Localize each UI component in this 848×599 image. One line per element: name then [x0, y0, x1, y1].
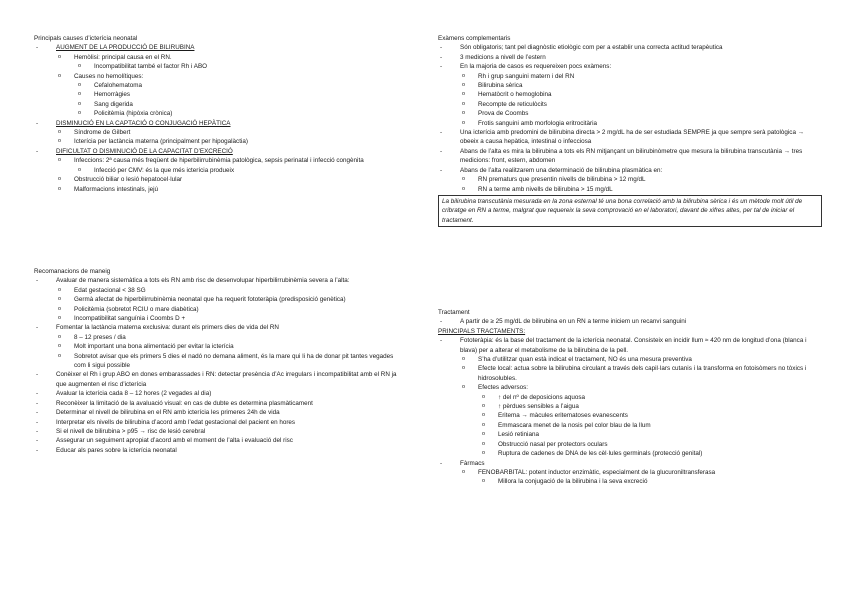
list-item: o Hematòcrit o hemoglobina [438, 90, 822, 99]
list-item: - Són obligatoris; tant pel diagnòstic etiològic com per a establir una correcta actitud terapèutica [438, 43, 822, 52]
list-item: - Reconèixer la limitació de la avaluació visual: en cas de dubte es determina plasmàticament [34, 399, 402, 408]
recommendations-list [34, 276, 402, 455]
list-item: - Avaluar de manera sistemàtica a tots els RN amb risc de desenvolupar hiperbilirrubinèmia severa a l’alta: [34, 276, 402, 285]
list-item: o Germà afectat de hiperbilirrubinèmia neonatal que ha requerit fototeràpia (predisposició genètica) [34, 295, 402, 304]
recommendations-title: Recomanacions de maneig [34, 268, 111, 275]
list-item: - Avaluar la icterícia cada 8 – 12 hores (2 vegades al dia) [34, 389, 402, 398]
list-item: - Si el nivell de bilirubina > p95 → risc de lesió cerebral [34, 427, 402, 436]
list-item: o ↑ pèrdues sensibles a l’aigua [438, 402, 822, 411]
exams-list [438, 43, 822, 194]
list-item: - Educar als pares sobre la icterícia neonatal [34, 446, 402, 455]
list-item: o Icterícia per lactància materna (principalment per hipogalàctia) [34, 137, 402, 146]
list-item: o RN a terme amb nivells de bilirubina > 15 mg/dL [438, 185, 822, 194]
list-item: o Ruptura de cadenes de DNA de les cèl·lules germinals (protecció genital) [438, 449, 822, 458]
main-treatments-heading: PRINCIPALS TRACTAMENTS: [438, 327, 526, 335]
list-item: - 3 medicions a nivell de l’estern [438, 53, 822, 62]
list-item: o Síndrome de Gilbert [34, 128, 402, 137]
list-item: o Recompte de reticulòcits [438, 100, 822, 109]
list-item: - Una icterícia amb predomini de bilirubina directa > 2 mg/dL ha de ser estudiada SEMPRE ja que sempre serà patològica → obeeix a causa hepàtica, intestinal o infecciosa [438, 128, 822, 147]
list-item: o Lesió retiniana [438, 430, 822, 439]
treatment-section [438, 308, 822, 487]
list-item: - Fàrmacs [438, 459, 822, 468]
transcutaneous-note: La bilirubina transcutània mesurada en la zona esternal té una bona correlació amb la bilirubina sèrica i és un mètode molt útil de cribratge en RN a terme, malgrat que requereix la seva comprovació en el laboratori, davant de xifres altes, per tal de iniciar el tractament. [438, 195, 822, 227]
list-item: o Emmascara menet de la nosis pel color blau de la llum [438, 421, 822, 430]
list-item: - Fototeràpia: és la base del tractament de la icterícia neonatal. Consisteix en incidir llum ≈ 420 nm de longitud d’ona (blanca i blava) per a alterar el metabolisme de la bilirubina de la pell. [438, 336, 822, 355]
exams-section [438, 34, 822, 227]
list-item: o Malformacions intestinals, jejú [34, 185, 402, 194]
list-item: - Determinar el nivell de bilirubina en el RN amb icterícia les primeres 24h de vida [34, 408, 402, 417]
list-item: o Millora la conjugació de la bilirubina i la seva excreció [438, 477, 822, 486]
list-item: - Abans de l’alta es mira la bilirubina a tots els RN mitjançant un bilirubinòmetre que mesura la bilirubina transcutània → tres medicions: front, estern, abdomen [438, 147, 822, 166]
list-item: - Fomentar la lactància materna exclusiva: durant els primers dies de vida del RN [34, 323, 402, 332]
list-item: o Edat gestacional < 38 SG [34, 286, 402, 295]
list-item: o S’ha d’utilitzar quan està indicat el tractament, NO és una mesura preventiva [438, 355, 822, 364]
list-item: o Efecte local: actua sobre la bilirubina circulant a través dels capil·lars cutanis i la transforma en fotoisòmers no tòxics i hidrosolubles. [438, 364, 822, 383]
list-item: o Policitèmia (sobretot RCIU o mare diabètica) [34, 305, 402, 314]
list-item: - Abans de l’alta realitzarem una determinació de bilirubina plasmàtica en: [438, 166, 822, 175]
list-item: - Interpretar els nivells de bilirubina d’acord amb l’edat gestacional del pacient en hores [34, 418, 402, 427]
recommendations-section [34, 267, 402, 455]
list-item: o Sobretot avisar que els primers 5 dies el nadó no demana aliment, és la mare qui li ha de donar pit tantes vegades com li sigui possible [34, 352, 402, 371]
list-item: o Frotis sanguini amb morfologia eritrocitària [438, 119, 822, 128]
list-item: o FENOBARBITAL: potent inductor enzimàtic, especialment de la glucuroniltransferasa [438, 468, 822, 477]
list-item: o Obstrucció biliar o lesió hepatocel·lular [34, 175, 402, 184]
list-item: o ↑ del nº de deposicions aquosa [438, 393, 822, 402]
treatment-title: Tractament [438, 309, 470, 316]
list-item: o Incompatibilitat també el factor Rh i ABO [34, 62, 402, 71]
main-treatments-list [438, 336, 822, 487]
list-item: o Sang digerida [34, 100, 402, 109]
exams-title: Exàmens complementaris [438, 35, 511, 42]
list-item: o Rh i grup sanguini matern i del RN [438, 72, 822, 81]
list-item: o Bilirubina sèrica [438, 81, 822, 90]
causes-list [34, 43, 402, 194]
list-item: o Hemòlisi: principal causa en el RN. [34, 53, 402, 62]
causes-section [34, 34, 402, 194]
list-item: - DIFICULTAT O DISMINUCIÓ DE LA CAPACITAT D’EXCRECIÓ [34, 147, 402, 156]
list-item: o Molt important una bona alimentació per evitar la icterícia [34, 342, 402, 351]
list-item: o 8 – 12 preses / dia [34, 333, 402, 342]
list-item: o Policitèmia (hipòxia crònica) [34, 109, 402, 118]
list-item: - AUGMENT DE LA PRODUCCIÓ DE BILIRUBINA [34, 43, 402, 52]
list-item: o Hemorràgies [34, 90, 402, 99]
list-item: o Incompatibilitat sanguínia i Coombs D + [34, 314, 402, 323]
list-item: - En la majoria de casos es requereixen pocs exàmens: [438, 62, 822, 71]
list-item: o Efectes adversos: [438, 383, 822, 392]
list-item: - A partir de ≥ 25 mg/dL de bilirubina en un RN a terme iniciem un recanvi sanguini [438, 317, 822, 326]
treatment-list [438, 317, 822, 326]
list-item: o Obstrucció nasal per protectors oculars [438, 440, 822, 449]
list-item: o Cefalohematoma [34, 81, 402, 90]
causes-title: Principals causes d’icterícia neonatal [34, 35, 138, 42]
list-item: o Infeccions: 2ª causa més freqüent de hiperbilirrubinèmia patològica, sepsis perinatal i infecció congènita [34, 156, 402, 165]
list-item: - DISMINUCIÓ EN LA CAPTACIÓ O CONJUGACIÓ HEPÀTICA [34, 119, 402, 128]
list-item: - Assegurar un seguiment apropiat d’acord amb el moment de l’alta i evaluació del risc [34, 436, 402, 445]
list-item: o Eritema → màcules eritematoses evanescents [438, 411, 822, 420]
list-item: o RN prematurs que presentin nivells de bilirubina > 12 mg/dL [438, 175, 822, 184]
list-item: - Conèixer el Rh i grup ABO en dones embarassades i RN: detectar presència d’Ac irregulars i incompatibilitat amb el RN ja que augmenten el risc d’icterícia [34, 370, 402, 389]
list-item: o Causes no hemolítiques: [34, 72, 402, 81]
list-item: o Prova de Coombs [438, 109, 822, 118]
list-item: o Infecció per CMV: és la que més icterícia produeix [34, 166, 402, 175]
